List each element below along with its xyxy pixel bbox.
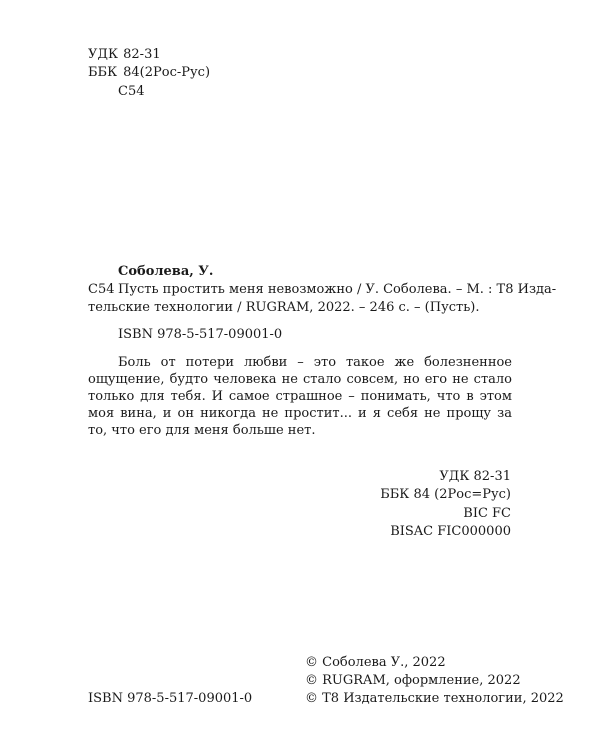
classification-bisac: BISAC FIC000000 xyxy=(390,524,511,539)
bibliographic-description-line-1: Пусть простить меня невозможно / У. Соболева. – М. : Т8 Изда- xyxy=(118,282,557,297)
classification-bic: BIC FC xyxy=(463,506,511,521)
bbk-line xyxy=(88,64,210,81)
author-code-top: С54 xyxy=(118,84,145,99)
annotation-text: Боль от потери любви – это такое же болезненное ощущение, будто человека не стало совсем, но его не стало только для тебя. И самое страшное – понимать, что в этом моя вина, и он никогда не простит... и я себя не прощу за то, что его для меня больше нет. xyxy=(88,355,512,438)
udk-label: УДК xyxy=(88,47,119,62)
udk-line xyxy=(88,46,161,63)
bbk-label: ББК xyxy=(88,65,118,80)
author-code: С54 xyxy=(88,282,115,297)
copyright-design: © RUGRAM, оформление, 2022 xyxy=(305,673,521,688)
classification-bbk: ББК 84 (2Рос=Рус) xyxy=(380,487,511,502)
copyright-publisher: © Т8 Издательские технологии, 2022 xyxy=(305,691,564,706)
author-heading: Соболева, У. xyxy=(118,264,214,279)
isbn-footer: ISBN 978-5-517-09001-0 xyxy=(88,691,253,706)
isbn-main: ISBN 978-5-517-09001-0 xyxy=(118,327,283,342)
classification-udk: УДК 82-31 xyxy=(439,469,511,484)
copyright-author: © Соболева У., 2022 xyxy=(305,655,446,670)
bibliographic-description-line-2: тельские технологии / RUGRAM, 2022. – 246 с. – (Пусть). xyxy=(88,300,480,315)
annotation xyxy=(88,354,512,439)
bbk-value: 84(2Рос-Рус) xyxy=(123,65,211,80)
udk-value: 82-31 xyxy=(123,47,161,62)
